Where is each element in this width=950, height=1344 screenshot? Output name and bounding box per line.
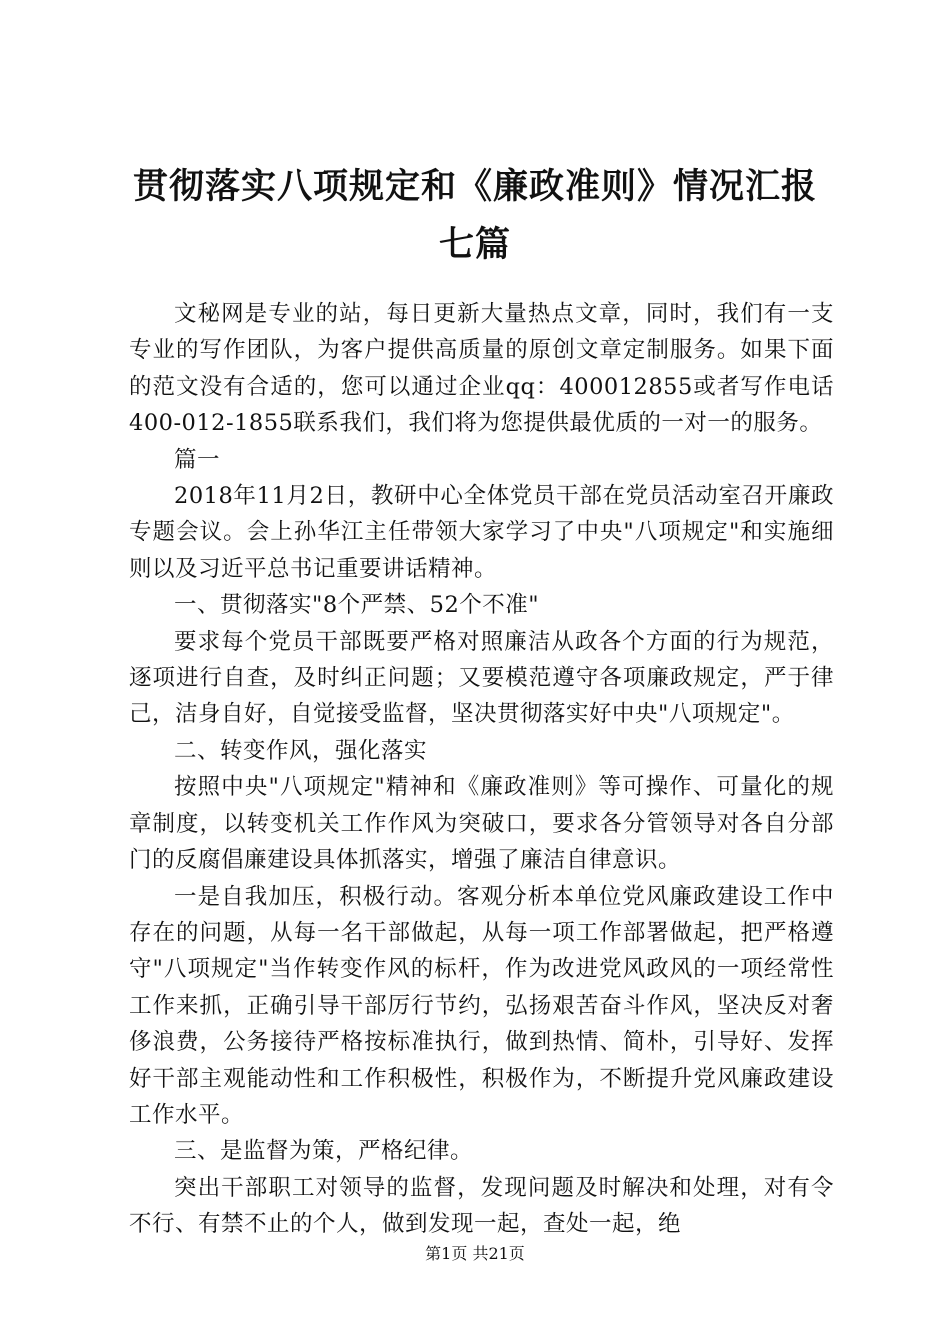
paragraph-heading-2: 二、转变作风，强化落实	[174, 737, 428, 764]
paragraph-self-pressure: 一是自我加压，积极行动。客观分析本单位党风廉政建设工作中存在的问题，从每一名干部做起，从每一项工作部署做起，把严格遵守"八项规定"当作转变作风的标杆，作为改进党风政风的一项经常性工作来抓，正确引导干部厉行节约，弘扬艰苦奋斗作风，坚决反对奢侈浪费，公务接待严格按标准执行，做到热情、简朴，引导好、发挥好干部主观能动性和工作积极性，积极作为，不断提升党风廉政建设工作水平。	[129, 883, 834, 1128]
paragraph-intro: 文秘网是专业的站，每日更新大量热点文章，同时，我们有一支专业的写作团队，为客户提供高质量的原创文章定制服务。如果下面的范文没有合适的，您可以通过企业qq：400012855或者写作电话400-012-1855联系我们，我们将为您提供最优质的一对一的服务。	[129, 301, 834, 437]
paragraph-section-label: 篇一	[174, 446, 221, 473]
document-title: 贯彻落实八项规定和《廉政准则》情况汇报七篇	[132, 166, 817, 265]
paragraph-heading-3: 三、是监督为策，严格纪律。	[174, 1138, 474, 1165]
page-number-footer: 第1页 共21页	[425, 1244, 525, 1263]
paragraph-heading-1: 一、贯彻落实"8个严禁、52个不准"	[174, 592, 540, 619]
paragraph-work-style: 按照中央"八项规定"精神和《廉政准则》等可操作、可量化的规章制度，以转变机关工作作风为突破口，要求各分管领导对各自分部门的反腐倡廉建设具体抓落实，增强了廉洁自律意识。	[129, 774, 834, 874]
paragraph-supervision: 突出干部职工对领导的监督，发现问题及时解决和处理，对有令不行、有禁不止的个人，做到发现一起，查处一起，绝	[129, 1174, 834, 1238]
paragraph-requirements: 要求每个党员干部既要严格对照廉洁从政各个方面的行为规范，逐项进行自查，及时纠正问题；又要模范遵守各项廉政规定，严于律己，洁身自好，自觉接受监督，坚决贯彻落实好中央"八项规定"。	[129, 628, 834, 728]
document-body	[129, 296, 834, 1243]
paragraph-meeting: 2018年11月2日，教研中心全体党员干部在党员活动室召开廉政专题会议。会上孙华江主任带领大家学习了中央"八项规定"和实施细则以及习近平总书记重要讲话精神。	[129, 483, 834, 582]
